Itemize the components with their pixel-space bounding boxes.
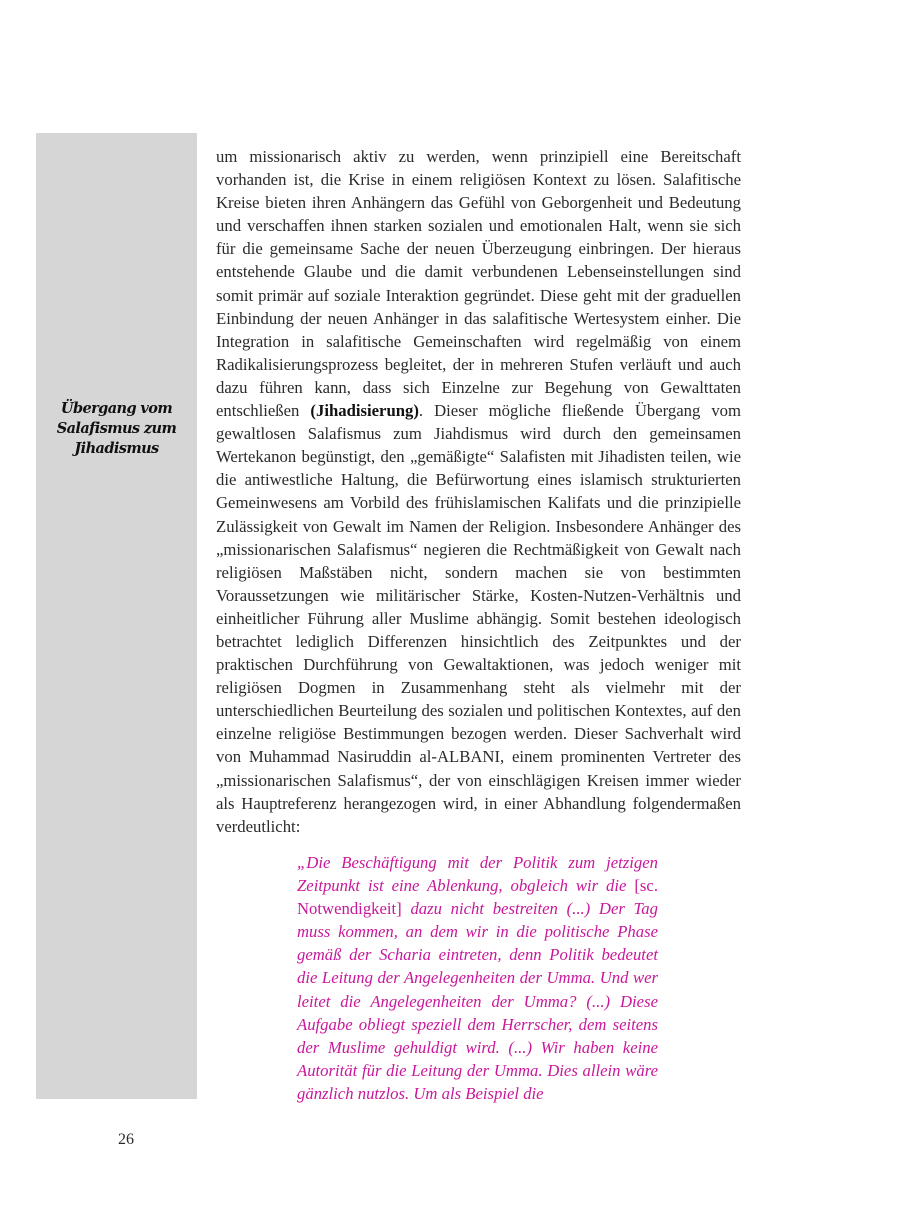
block-quote xyxy=(297,851,658,1105)
quote-text-part-2: dazu nicht bestreiten (...) Der Tag muss kommen, an dem wir in die politische Phase gemäß der Scharia eintreten, denn Politik bedeutet die Leitung der Angelegenheiten der Umma. Und wer leitet die Angelegenheiten der Umma? (...) Diese Aufgabe obliegt speziell dem Herrscher, dem seitens der Muslime gehuldigt wird. (...) Wir haben keine Autorität für die Leitung der Umma. Dies allein wäre gänzlich nutzlos. Um als Beispiel die xyxy=(297,899,658,1103)
body-paragraph xyxy=(216,145,741,838)
page-number: 26 xyxy=(118,1131,134,1148)
body-text-part-1: um missionarisch aktiv zu werden, wenn prinzipiell eine Bereitschaft vorhanden ist, die Krise in einem religiösen Kontext zu lösen. Salafitische Kreise bieten ihren Anhängern das Gefühl von Geborgenheit und Bedeutung und verschaffen ihnen starken sozialen und emotionalen Halt, wenn sie sich für die gemeinsame Sache der neuen Überzeugung einbringen. Der hieraus entstehende Glaube und die damit verbundenen Lebenseinstellungen sind somit primär auf soziale Interaktion gegründet. Diese geht mit der graduellen Einbindung der neuen Anhänger in das salafitische Wertesystem einher. Die Integration in salafitische Gemeinschaften wird regelmäßig von einem Radikalisierungsprozess begleitet, der in mehreren Stufen verläuft und auch dazu führen kann, dass sich Einzelne zur Begehung von Gewalttaten entschließen xyxy=(216,147,741,421)
keyword-jihadisierung: (Jihadisierung) xyxy=(310,401,419,421)
quote-text-part-1: „Die Beschäftigung mit der Politik zum jetzigen Zeitpunkt ist eine Ablenkung, obgleich wir die xyxy=(297,853,658,896)
margin-sidebar xyxy=(36,133,197,1099)
main-text-column xyxy=(216,145,741,838)
body-text-part-2: . Dieser mögliche fließende Übergang vom gewaltlosen Salafismus zum Jiahdismus wird durch den gemeinsamen Wertekanon begünstigt, den „gemäßigte“ Salafisten mit Jihadisten teilen, wie die antiwestliche Haltung, die Befürwortung eines islamisch strukturierten Gemeinwesens am Vorbild des frühislamischen Kalifats und die prinzipielle Zulässigkeit von Gewalt im Namen der Religion. Insbesondere Anhänger des „missionarischen Salafismus“ negieren die Rechtmäßigkeit von Gewalt nach religiösen Maßstäben nicht, sondern machen sie von bestimmten Voraussetzungen wie militärischer Stärke, Kosten-Nutzen-Verhältnis und einheitlicher Führung aller Muslime abhängig. Somit bestehen ideologisch betrachtet lediglich Differenzen hinsichtlich des Zeitpunktes und der praktischen Durchführung von Gewaltaktionen, was jedoch weniger mit religiösen Dogmen in Zusammenhang steht als vielmehr mit der unterschiedlichen Beurteilung des sozialen und politischen Kontextes, auf den einzelne religiöse Bestimmungen bezogen werden. Dieser Sachverhalt wird von Muhammad Nasiruddin al-ALBANI, einem prominenten Vertreter des „missionarischen Salafismus“, der von einschlägigen Kreisen immer wieder als Hauptreferenz herangezogen wird, in einer Abhandlung folgendermaßen verdeutlicht: xyxy=(216,401,741,836)
margin-note-heading: Übergang vom Salafismus zum Jihadismus xyxy=(56,400,177,457)
quote-bracket-insert: [sc. Notwendigkeit] xyxy=(297,876,658,919)
